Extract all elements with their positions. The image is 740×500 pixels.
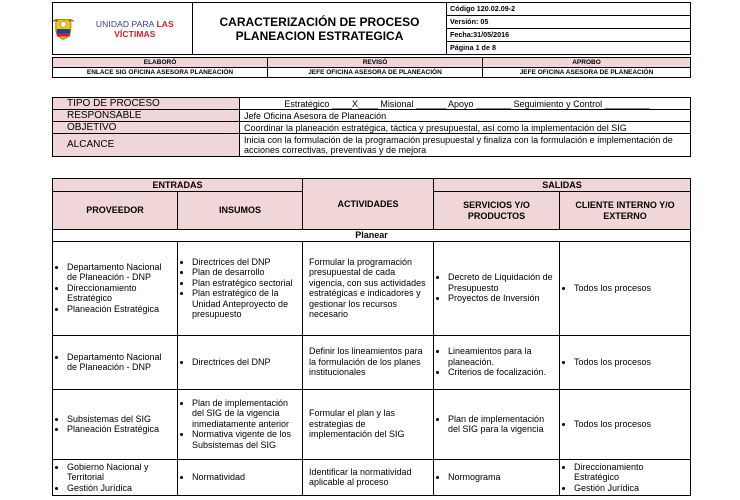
list-item: • Proyectos de Inversión [448, 293, 555, 304]
list-item: • Directrices del DNP [192, 257, 298, 268]
list-item: • Gestión Jurídica [67, 483, 173, 494]
actividad-text: Identificar la normatividad aplicable al proceso [309, 466, 412, 488]
salidas-header: SALIDAS [434, 179, 691, 192]
list-item: • Normatividad [192, 472, 298, 483]
insumos-cell [178, 459, 303, 496]
actividad-text: Formular el plan y las estrategias de implementación del SIG [309, 408, 405, 440]
list-item: • Todos los procesos [574, 283, 686, 294]
title-line-2: PLANEACION ESTRATEGICA [235, 28, 404, 43]
cliente-cell [560, 459, 691, 496]
table-row [53, 389, 691, 459]
list-item: • Plan de implementación del SIG de la vigencia inmediatamente anterior [192, 398, 298, 430]
cliente-cell [560, 241, 691, 335]
page-number-cell: Página 1 de 8 [447, 42, 691, 55]
logo-text-part2: LAS VÍCTIMAS [114, 18, 174, 39]
insumos-cell [178, 335, 303, 389]
list-item: • Planeación Estratégica [67, 304, 173, 315]
code-cell: Código 120.02.09-2 [447, 3, 691, 16]
version-cell: Versión: 05 [447, 16, 691, 29]
responsable-label: RESPONSABLE [53, 110, 240, 122]
actividad-cell [303, 459, 434, 496]
title-line-1: CARACTERIZACIÓN DE PROCESO [219, 14, 420, 29]
elaboro-label: ELABORÓ [53, 58, 268, 68]
servicios-cell [434, 459, 560, 496]
coat-of-arms-icon [53, 16, 74, 42]
servicios-cell [434, 241, 560, 335]
proveedor-cell [53, 389, 178, 459]
aprobo-value: JEFE OFICINA ASESORA DE PLANEACIÓN [483, 68, 691, 78]
list-item: • Subsistemas del SIG [67, 414, 173, 425]
tipo-value: Estratégico ____X____ Misional ______ Apoyo _______ Seguimiento y Control _________ [240, 98, 691, 110]
list-item: • Plan estratégico sectorial [192, 278, 298, 289]
cliente-header: CLIENTE INTERNO Y/O EXTERNO [560, 192, 691, 230]
list-item: • Departamento Nacional de Planeación - DNP [67, 262, 173, 283]
insumos-cell [178, 241, 303, 335]
servicios-header: SERVICIOS Y/O PRODUCTOS [434, 192, 560, 230]
actividad-cell [303, 241, 434, 335]
cliente-cell [560, 335, 691, 389]
actividad-cell [303, 335, 434, 389]
process-table [52, 178, 691, 496]
objetivo-label: OBJETIVO [53, 122, 240, 134]
date-cell: Fecha:31/05/2016 [447, 29, 691, 42]
aprobo-label: APROBO [483, 58, 691, 68]
logo-cell [53, 3, 193, 55]
cliente-cell [560, 389, 691, 459]
proveedor-cell [53, 459, 178, 496]
list-item: • Todos los procesos [574, 357, 686, 368]
actividad-text: Definir los lineamientos para la formulación de los planes institucionales [309, 346, 423, 378]
document-header [52, 2, 691, 55]
entradas-header: ENTRADAS [53, 179, 303, 192]
servicios-cell [434, 389, 560, 459]
list-item: • Direccionamiento Estratégico [67, 283, 173, 304]
document-title [193, 3, 447, 55]
proveedor-cell [53, 241, 178, 335]
table-row [53, 335, 691, 389]
list-item: • Lineamientos para la planeación. [448, 346, 555, 367]
list-item: • Plan de implementación del SIG para la vigencia [448, 414, 555, 435]
elaboro-value: ENLACE SIG OFICINA ASESORA PLANEACIÓN [53, 68, 268, 78]
process-info-table [52, 97, 691, 157]
insumos-cell [178, 389, 303, 459]
list-item: • Directrices del DNP [192, 357, 298, 368]
list-item: • Gestión Jurídica [574, 483, 686, 494]
proveedor-header: PROVEEDOR [53, 192, 178, 230]
logo-text-part1: UNIDAD PARA [95, 18, 157, 29]
list-item: • Decreto de Liquidación de Presupuesto [448, 272, 555, 293]
table-row [53, 241, 691, 335]
list-item: • Direccionamiento Estratégico [574, 462, 686, 483]
list-item: • Plan estratégico de la Unidad Anteproyecto de presupuesto [192, 288, 298, 320]
responsable-value: Jefe Oficina Asesora de Planeación [240, 110, 691, 122]
list-item: • Planeación Estratégica [67, 424, 173, 435]
insumos-header: INSUMOS [178, 192, 303, 230]
logo [53, 16, 192, 42]
list-item: • Criterios de focalización. [448, 367, 555, 378]
list-item: • Gobierno Nacional y Territorial [67, 462, 173, 483]
tipo-label: TIPO DE PROCESO [53, 98, 240, 110]
servicios-cell [434, 335, 560, 389]
alcance-value: Inicia con la formulación de la programación presupuestal y finaliza con la formulación e implementación de acciones correctivas, preventivas y de mejora [240, 134, 691, 157]
list-item: • Normativa vigente de los Subsistemas del SIG [192, 429, 298, 450]
table-row [53, 459, 691, 496]
list-item: • Todos los procesos [574, 419, 686, 430]
list-item: • Normograma [448, 472, 555, 483]
actividades-header: ACTIVIDADES [303, 179, 434, 230]
alcance-label: ALCANCE [53, 134, 240, 157]
signatures-table [52, 57, 691, 78]
proveedor-cell [53, 335, 178, 389]
list-item: • Departamento Nacional de Planeación - DNP [67, 352, 173, 373]
logo-text [78, 19, 192, 39]
actividad-text: Formular la programación presupuestal de cada vigencia, con sus actividades estratégicas e indicadores y gestionar los recursos necesario [309, 256, 426, 319]
actividad-cell [303, 389, 434, 459]
reviso-label: REVISÓ [268, 58, 483, 68]
reviso-value: JEFE OFICINA ASESORA DE PLANEACIÓN [268, 68, 483, 78]
objetivo-value: Coordinar la planeación estratégica, táctica y presupuestal, así como la implementación del SIG [240, 122, 691, 134]
phase-row: Planear [53, 230, 691, 242]
list-item: • Plan de desarrollo [192, 267, 298, 278]
